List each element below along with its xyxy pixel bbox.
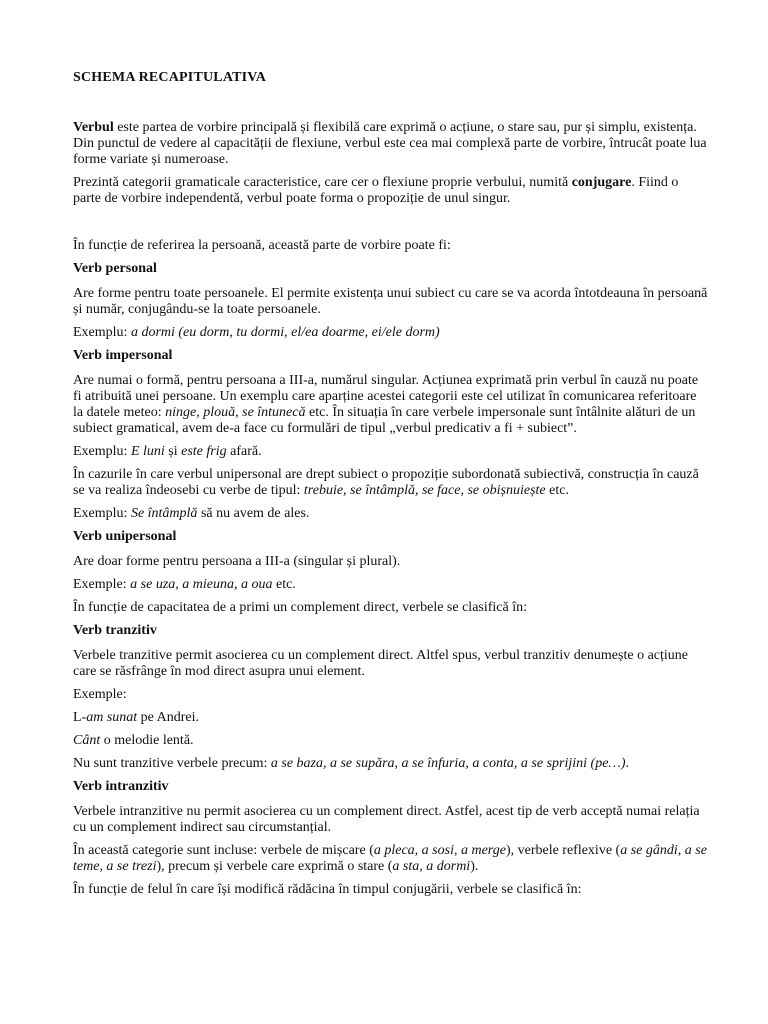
verb-tranzitiv-examples-label: Exemple:	[73, 687, 127, 702]
verb-tranzitiv-example-2: Cânt o melodie lentă.	[73, 733, 194, 748]
verb-tranzitiv-note: Nu sunt tranzitive verbele precum: a se baza, a se supăra, a se înfuria, a conta, a se sprijini (pe…).	[73, 756, 630, 771]
verb-impersonal-subordinate: În cazurile în care verbul unipersonal are drept subiect o propoziție subordonată subiectivă, construcția în cauză se va realiza îndeosebi cu verbe de tipul: trebuie, se întâmplă, se face, se obișnuiește etc.	[73, 467, 699, 498]
heading-verb-unipersonal: Verb unipersonal	[73, 529, 177, 544]
heading-verb-intranzitiv: Verb intranzitiv	[73, 779, 169, 794]
verb-unipersonal-text: Are doar forme pentru persoana a III-a (singular și plural).	[73, 554, 401, 569]
intro-paragraph-2: Prezintă categorii gramaticale caracteristice, care cer o flexiune proprie verbului, numită conjugare. Fiind o parte de vorbire independentă, verbul poate forma o propoziție de unul singur.	[73, 175, 679, 206]
heading-verb-impersonal: Verb impersonal	[73, 348, 173, 363]
verb-intranzitiv-text: Verbele intranzitive nu permit asocierea cu un complement direct. Astfel, acest tip de verb acceptă numai relația cu un complement indirect sau circumstanțial.	[73, 804, 700, 835]
conjugare-term: conjugare	[571, 175, 632, 190]
root-section-lead: În funcție de felul în care își modifică rădăcina în timpul conjugării, verbele se clasifică în:	[73, 882, 582, 897]
verb-impersonal-text: Are numai o formă, pentru persoana a III-a, numărul singular. Acțiunea exprimată prin verbul în cauză nu poate fi atribuită unei persoane. Un exemplu care aparține acestei categorii este cel utilizat în comunicarea referitoare la datele meteo: ninge, plouă, se întunecă etc. În situația în care verbele impersonale sunt întâlnite alături de un subiect gramatical, avem de-a face cu formulări de tipul „verbul predicativ a fi + subiect”.	[73, 373, 699, 436]
verb-tranzitiv-text: Verbele tranzitive permit asocierea cu un complement direct. Altfel spus, verbul tranzitiv denumește o acțiune care se răsfrânge în mod direct asupra unui element.	[73, 648, 688, 679]
intro-paragraph-1: Verbul este partea de vorbire principală și flexibilă care exprimă o acțiune, o stare sau, pur și simplu, existența. Din punctul de vedere al capacității de flexiune, verbul este cea mai complexă parte de vorbire, întrucât poate lua forme variate și numeroase.	[73, 120, 707, 167]
object-section-lead: În funcție de capacitatea de a primi un complement direct, verbele se clasifică în:	[73, 600, 528, 615]
document-title: SCHEMA RECAPITULATIVA	[73, 70, 267, 85]
heading-verb-personal: Verb personal	[73, 261, 157, 276]
person-section-lead: În funcție de referirea la persoană, această parte de vorbire poate fi:	[73, 238, 451, 253]
heading-verb-tranzitiv: Verb tranzitiv	[73, 623, 157, 638]
verb-impersonal-example-1: Exemplu: E luni și este frig afară.	[73, 444, 262, 459]
verb-tranzitiv-example-1: L-am sunat pe Andrei.	[73, 710, 199, 725]
verb-personal-text: Are forme pentru toate persoanele. El permite existența unui subiect cu care se va acorda întotdeauna în persoană și număr, conjugându-se la toate persoanele.	[73, 286, 708, 317]
verb-intranzitiv-categories: În această categorie sunt incluse: verbele de mișcare (a pleca, a sosi, a merge), verbele reflexive (a se gândi, a se teme, a se trezi), precum și verbele care exprimă o stare (a sta, a dormi).	[73, 843, 707, 874]
intro-verb-word: Verbul	[73, 120, 114, 135]
section-gap	[73, 214, 708, 238]
verb-personal-example: Exemplu: a dormi (eu dorm, tu dormi, el/ea doarme, ei/ele dorm)	[73, 325, 440, 340]
verb-unipersonal-example: Exemple: a se uza, a mieuna, a oua etc.	[73, 577, 296, 592]
verb-impersonal-example-2: Exemplu: Se întâmplă să nu avem de ales.	[73, 506, 310, 521]
